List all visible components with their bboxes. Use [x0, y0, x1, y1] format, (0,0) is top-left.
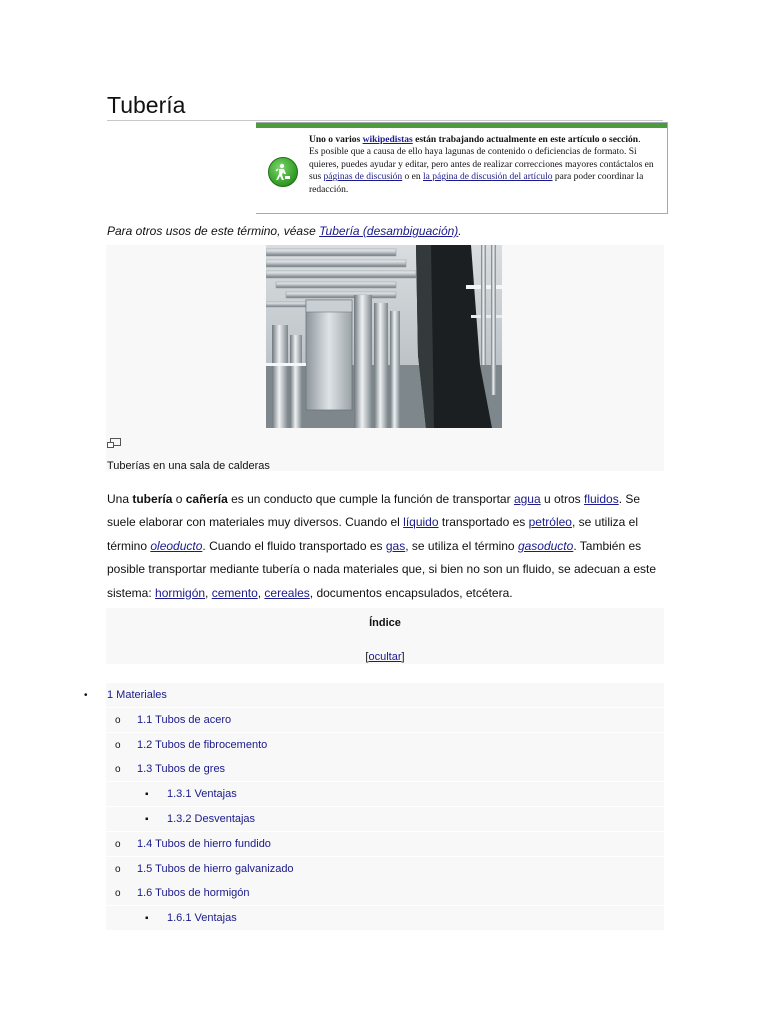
toc-item-link[interactable]: 1.6 Tubos de hormigón [137, 887, 250, 900]
gas-link[interactable]: gas [385, 538, 406, 553]
intro-text: . También es posible transportar mediante tubería o nada materiales que, si bien no son un fluido, se adecuan a este sistema: [107, 538, 657, 600]
toc-item-link[interactable]: 1.3.2 Desventajas [167, 813, 256, 825]
toc-bullet: o [115, 888, 121, 900]
toc-title: Índice [369, 617, 401, 629]
oleoducto-link[interactable]: oleoducto [150, 538, 203, 553]
toc-bullet: o [115, 764, 121, 776]
wikipedistas-link[interactable]: wikipedistas [362, 135, 413, 145]
notice-bold-1: Uno o varios [309, 135, 363, 145]
intro-text: u otros [540, 492, 584, 506]
toc-toggle [106, 651, 664, 663]
hatnote-suffix: . [458, 224, 462, 238]
toc-bullet: o [115, 714, 121, 726]
cemento-link[interactable]: cemento [211, 585, 258, 600]
gasoducto-link[interactable]: gasoducto [517, 538, 574, 553]
agua-link[interactable]: agua [513, 492, 541, 506]
work-in-progress-notice [256, 122, 668, 214]
notice-text [309, 134, 654, 196]
notice-bold-end: . [638, 135, 641, 145]
discussion-pages-link[interactable]: páginas de discusión [323, 172, 403, 183]
intro-text: , [257, 585, 265, 600]
figure-caption: Tuberías en una sala de calderas [107, 460, 270, 472]
toc-item-link[interactable]: 1 Materiales [107, 689, 167, 701]
hatnote-prefix: Para otros usos de este término, véase [107, 224, 320, 238]
notice-text-3: para poder coordinar la redacción. [309, 172, 644, 195]
term-caneria: cañería [185, 492, 228, 506]
toc-toggle-close: ] [401, 651, 405, 663]
intro-text: Una [107, 492, 133, 506]
intro-text: , [205, 585, 212, 600]
intro-text: o [172, 492, 186, 506]
intro-text: , documentos encapsulados, etcétera. [309, 585, 513, 600]
enlarge-icon[interactable] [107, 436, 121, 454]
toc-item-link[interactable]: 1.6.1 Ventajas [167, 912, 237, 925]
toc-item-link[interactable]: 1.3 Tubos de gres [137, 763, 226, 776]
toc-item-link[interactable]: 1.1 Tubos de acero [137, 713, 232, 726]
intro-text: . Cuando el fluido transportado es [202, 538, 386, 553]
toc-bullet: ▪ [145, 913, 149, 925]
toc-bullet: ▪ [145, 789, 149, 801]
intro-text: transportado es [438, 515, 529, 530]
intro-text: es un conducto que cumple la función de transportar [227, 492, 514, 506]
intro-paragraph [107, 488, 667, 605]
toc-bullet: o [115, 838, 121, 850]
boiler-room-pipes-image[interactable] [266, 245, 502, 428]
toc-header [106, 608, 664, 664]
toc-toggle-open: [ [365, 651, 369, 663]
article-discussion-link[interactable]: la página de discusión del artículo [423, 172, 553, 183]
liquido-link[interactable]: líquido [403, 515, 439, 530]
toc-item-link[interactable]: 1.4 Tubos de hierro fundido [137, 837, 271, 850]
petroleo-link[interactable]: petróleo [528, 515, 572, 530]
toc-bullet: o [115, 739, 121, 751]
toc-bullet: o [115, 863, 121, 875]
figure-box [106, 245, 664, 471]
page-title: Tubería [107, 90, 663, 121]
intro-text: , se utiliza el término [107, 515, 638, 553]
toc-bullet: • [84, 690, 88, 701]
worker-icon [268, 157, 298, 187]
hatnote [107, 223, 667, 239]
toc-item-link[interactable]: 1.5 Tubos de hierro galvanizado [137, 862, 294, 875]
disambiguation-link[interactable]: Tubería (desambiguación) [319, 224, 459, 238]
hormigon-link[interactable]: hormigón [155, 585, 206, 600]
term-tuberia: tubería [132, 492, 173, 506]
notice-top-bar [256, 123, 667, 128]
intro-text: , se utiliza el término [405, 538, 518, 553]
toc-item-link[interactable]: 1.3.1 Ventajas [167, 788, 237, 801]
notice-text-1: Es posible que a causa de ello haya lagunas de contenido o deficiencias de formato. Si quieres, puedes ayudar y editar, pero antes de realizar correcciones mayores contáctalos en sus [309, 147, 654, 183]
intro-text: . Se suele elaborar con materiales muy diversos. Cuando el [107, 492, 641, 530]
toc-bullet: ▪ [145, 814, 149, 825]
notice-bold-2: están trabajando actualmente en este artículo o sección [412, 135, 639, 145]
notice-text-2: o en [402, 172, 424, 183]
toc-hide-link[interactable]: ocultar [368, 651, 402, 663]
toc-item-link[interactable]: 1.2 Tubos de fibrocemento [137, 738, 268, 751]
toc-row-background [106, 683, 664, 707]
cereales-link[interactable]: cereales [264, 585, 310, 600]
fluidos-link[interactable]: fluidos [584, 492, 619, 506]
